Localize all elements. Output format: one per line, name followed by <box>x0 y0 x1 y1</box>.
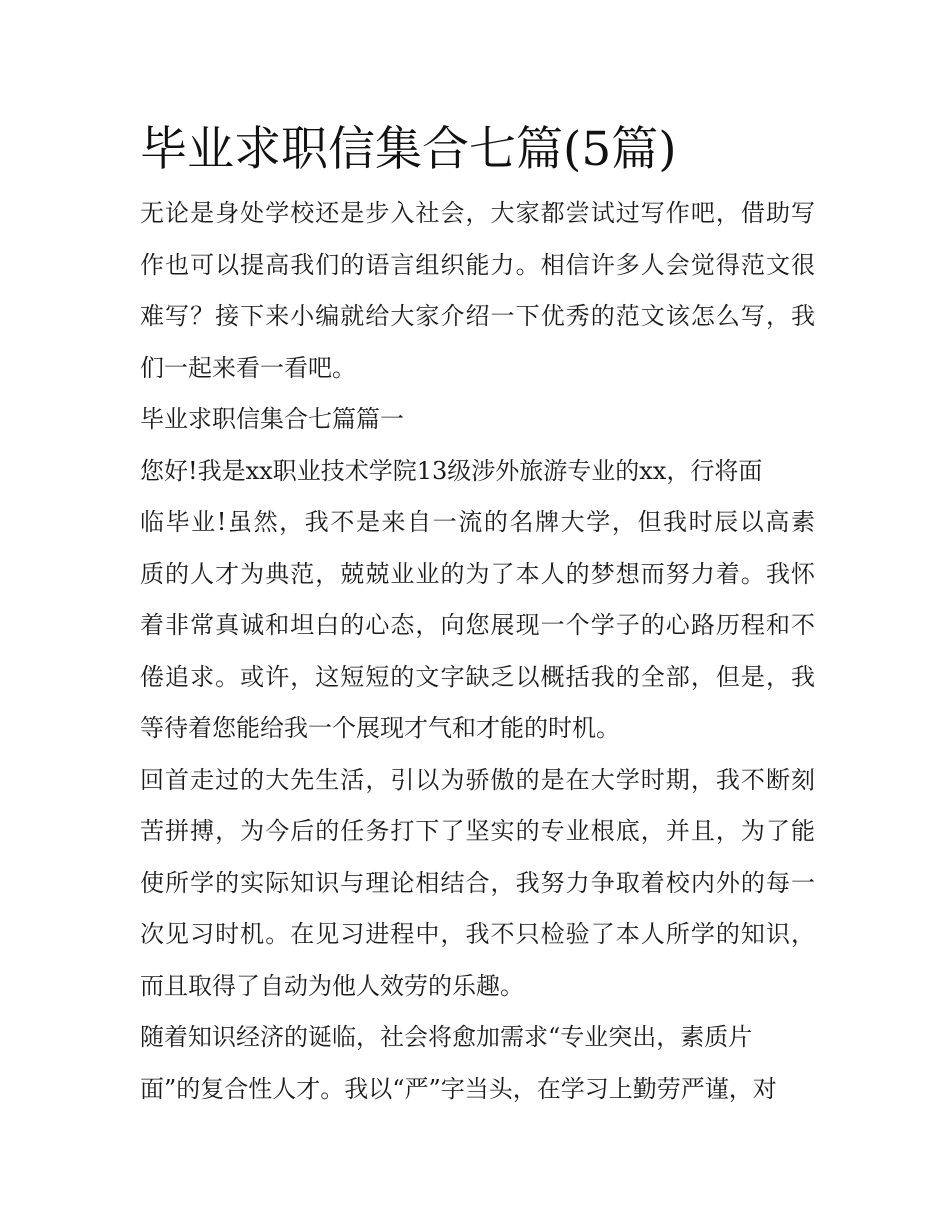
text-line: 无论是身处学校还是步入社会，大家都尝试过写作吧，借助写 <box>140 199 815 227</box>
document-body <box>140 112 815 1115</box>
text-line: 使所学的实际知识与理论相结合，我努力争取着校内外的每一 <box>140 868 815 897</box>
text-line: 质的人才为典范，兢兢业业的为了本人的梦想而努力着。我怀 <box>140 559 815 588</box>
text-line: 着非常真诚和坦白的心态，向您展现一个学子的心路历程和不 <box>140 611 815 639</box>
text-line: 随着知识经济的诞临，社会将愈加需求“专业突出，素质片 <box>140 1023 753 1051</box>
text-line: 回首走过的大先生活，引以为骄傲的是在大学时期，我不断刻 <box>140 765 815 794</box>
text-line: 次见习时机。在见习进程中，我不只检验了本人所学的知识， <box>140 920 815 948</box>
text-line: 等待着您能给我一个展现才气和才能的时机。 <box>140 714 620 742</box>
text-line: 难写？接下来小编就给大家介绍一下优秀的范文该怎么写，我 <box>140 302 815 330</box>
text-line: 倦追求。或许，这短短的文字缺乏以概括我的全部，但是，我 <box>140 662 815 691</box>
text-line: 作也可以提高我们的语言组织能力。相信许多人会觉得范文很 <box>140 250 815 279</box>
text-line: 面”的复合性人才。我以“严”字当头，在学习上勤劳严谨，对 <box>140 1074 777 1103</box>
text-line: 临毕业!虽然，我不是来自一流的名牌大学，但我时辰以高素 <box>140 508 815 536</box>
text-line: 们一起来看一看吧。 <box>140 353 356 382</box>
document-text <box>140 188 815 1115</box>
text-line: 毕业求职信集合七篇篇一 <box>140 405 404 433</box>
text-line: 苦拼搏，为今后的任务打下了坚实的专业根底，并且，为了能 <box>140 817 815 845</box>
text-line: 您好!我是xx职业技术学院13级涉外旅游专业的xx，行将面 <box>140 456 763 485</box>
text-line: 而且取得了自动为他人效劳的乐趣。 <box>140 971 524 1000</box>
document-title: 毕业求职信集合七篇(5篇) <box>140 122 677 177</box>
